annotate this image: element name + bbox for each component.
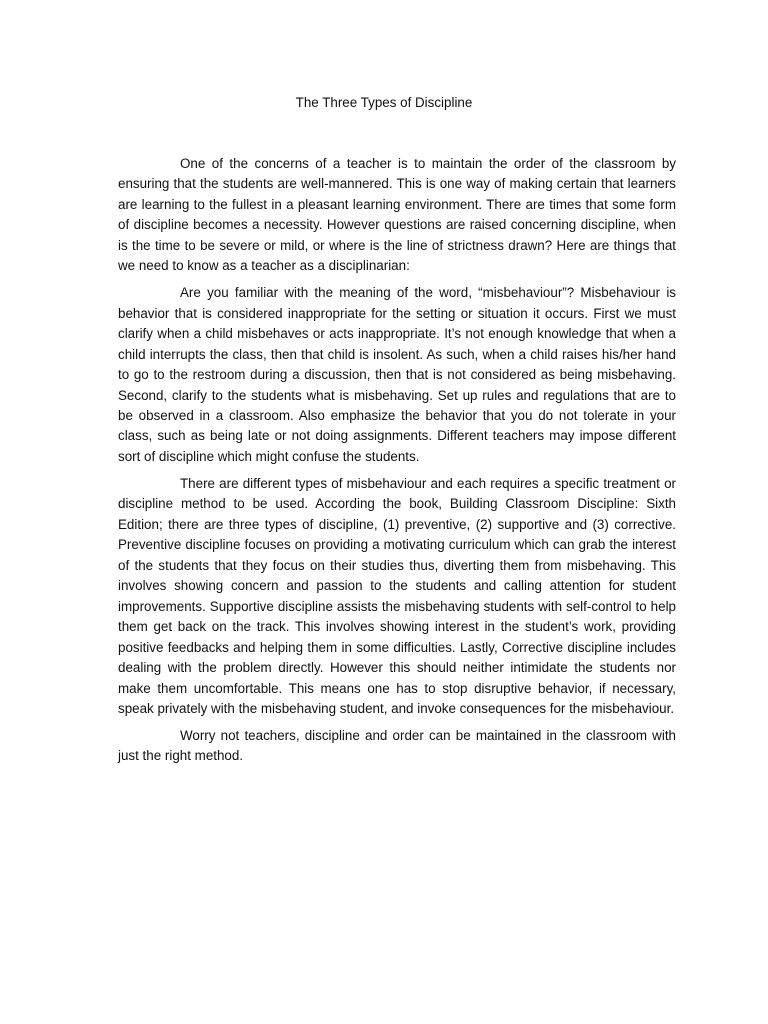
paragraph-conclusion: Worry not teachers, discipline and order can be maintained in the classroom with just the right method. — [118, 728, 676, 764]
document-body — [118, 154, 676, 774]
paragraph-types-of-discipline: There are different types of misbehaviour and each requires a specific treatment or discipline method to be used. According the book, Building Classroom Discipline: Sixth Edition; there are three types of discipline, (1) preventive, (2) supportive and (3) corrective. Preventive discipline focuses on providing a motivating curriculum which can grab the interest of the students that they focus on their studies thus, diverting them from misbehaving. This involves showing concern and passion to the students and calling attention for student improvements. Supportive discipline assists the misbehaving students with self-control to help them get back on the track. This involves showing interest in the student’s work, providing positive feedbacks and helping them in some difficulties. Lastly, Corrective discipline includes dealing with the problem directly. However this should neither intimidate the students nor make them uncomfortable. This means one has to stop disruptive behavior, if necessary, speak privately with the misbehaving student, and invoke consequences for the misbehaviour. — [118, 475, 676, 716]
paragraph-intro: One of the concerns of a teacher is to maintain the order of the classroom by ensuring that the students are well-mannered. This is one way of making certain that learners are learning to the fullest in a pleasant learning environment. There are times that some form of discipline becomes a necessity. However questions are raised concerning discipline, when is the time to be severe or mild, or where is the line of strictness drawn? Here are things that we need to know as a teacher as a disciplinarian: — [118, 156, 676, 274]
paragraph-misbehaviour-definition: Are you familiar with the meaning of the word, “misbehaviour”? Misbehaviour is behavior that is considered inappropriate for the setting or situation it occurs. First we must clarify when a child misbehaves or acts inappropriate. It’s not enough knowledge that when a child interrupts the class, then that child is insolent. As such, when a child raises his/her hand to go to the restroom during a discussion, then that is not considered as being misbehaving. Second, clarify to the students what is misbehaving. Set up rules and regulations that are to be observed in a classroom. Also emphasize the behavior that you do not tolerate in your class, such as being late or not doing assignments. Different teachers may impose different sort of discipline which might confuse the students. — [118, 285, 676, 464]
document-title: The Three Types of Discipline — [295, 95, 473, 110]
